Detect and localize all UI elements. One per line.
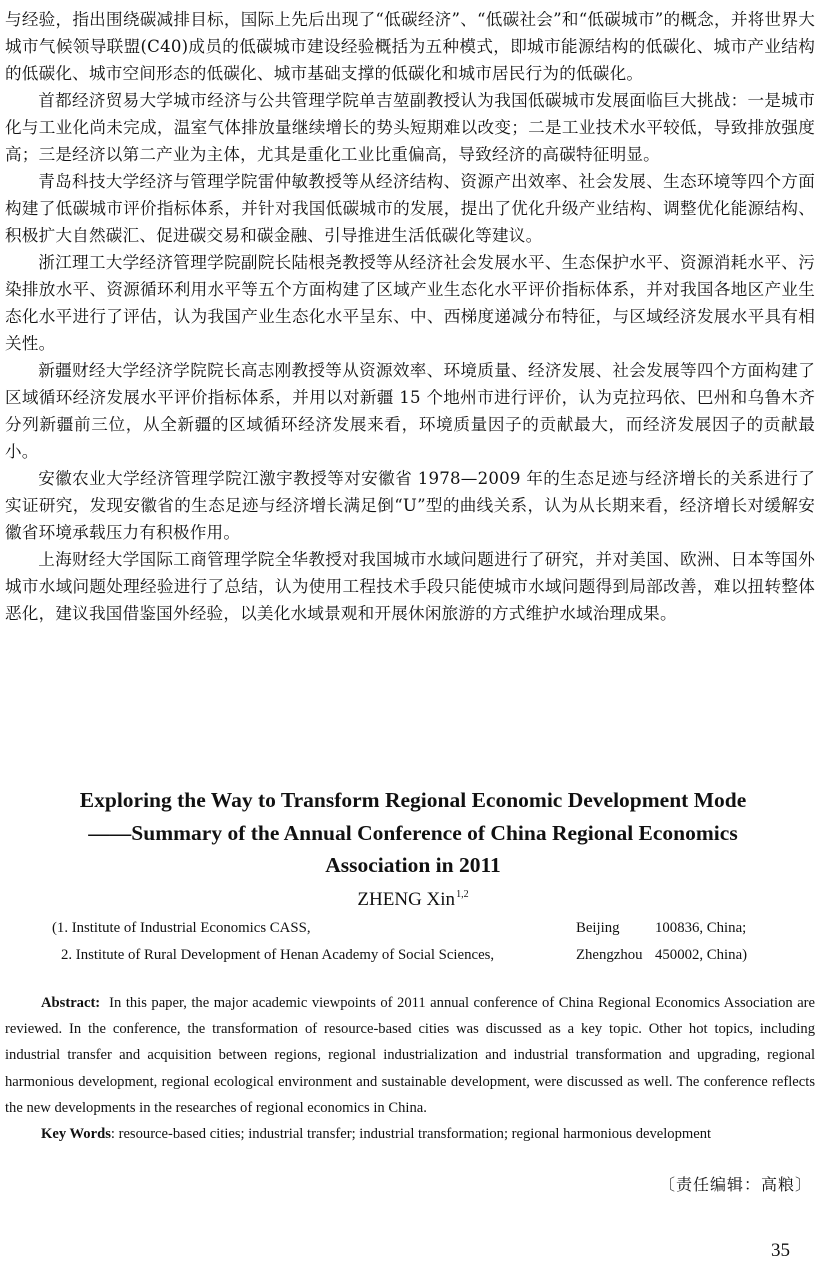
affiliation-line [0, 942, 826, 969]
abstract [5, 990, 815, 1121]
author-affiliation-marks: 1,2 [456, 888, 469, 900]
author-name: ZHENG Xin [357, 888, 456, 910]
keywords [5, 1121, 815, 1147]
paragraph: 新疆财经大学经济学院院长高志刚教授等从资源效率、环境质量、经济发展、社会发展等四个方面构建了区域循环经济发展水平评价指标体系，并用以对新疆 15 个地州市进行评价，认为克拉玛依、巴州和乌鲁木齐分列新疆前三位，从全新疆的区域循环经济发展来看，环境质量因子的贡献最大，而经济发展因子的贡献最小。 [5, 361, 815, 461]
paragraph: 安徽农业大学经济管理学院江激宇教授等对安徽省 1978—2009 年的生态足迹与经济增长的关系进行了实证研究，发现安徽省的生态足迹与经济增长满足倒“U”型的曲线关系，认为从长期来看，经济增长对缓解安徽省环境承载压力有积极作用。 [5, 469, 815, 542]
keywords-label: Key Words [41, 1126, 111, 1143]
keywords-text: : resource-based cities; industrial transfer; industrial transformation; regional harmonious development [110, 1126, 712, 1143]
paragraph: 浙江理工大学经济管理学院副院长陆根尧教授等从经济社会发展水平、生态保护水平、资源消耗水平、污染排放水平、资源循环利用水平等五个方面构建了区域产业生态化水平评价指标体系，并对我国各地区产业生态化水平进行了评估，认为我国产业生态化水平呈东、中、西梯度递减分布特征，与区域经济发展水平具有相关性。 [5, 253, 815, 353]
paragraph: 与经验，指出围绕碳减排目标，国际上先后出现了“低碳经济”、“低碳社会”和“低碳城市”的概念，并将世界大城市气候领导联盟(C40)成员的低碳城市建设经验概括为五种模式，即城市能源结构的低碳化、城市产业结构的低碳化、城市空间形态的低碳化、城市基础支撑的低碳化和城市居民行为的低碳化。 [5, 10, 815, 83]
abstract-text: In this paper, the major academic viewpoints of 2011 annual conference of China Regional Economics Association are reviewed. In the conference, the transformation of resource-based cities was discussed as a key topic. Other hot topics, including industrial transfer and acquisition between regions, regional industrialization and industrial transformation and upgrading, regional harmonious development, regional ecological environment and sustainable development, were discussed as well. The conference reflects the new developments in the researches of regional economics in China. [5, 995, 816, 1116]
chinese-body-text [5, 6, 815, 627]
paragraph: 青岛科技大学经济与管理学院雷仲敏教授等从经济结构、资源产出效率、社会发展、生态环境等四个方面构建了低碳城市评价指标体系，并针对我国低碳城市的发展，提出了优化升级产业结构、调整优化能源结构、积极扩大自然碳汇、促进碳交易和碳金融、引导推进生活低碳化等建议。 [5, 172, 815, 245]
affiliation-city: Beijing [576, 919, 620, 936]
affiliation-institution: (1. Institute of Industrial Economics CASS, [52, 919, 311, 936]
abstract-label: Abstract: [41, 995, 101, 1011]
english-title-line: Association in 2011 [325, 853, 501, 877]
paragraph: 首都经济贸易大学城市经济与公共管理学院单吉堃副教授认为我国低碳城市发展面临巨大挑战：一是城市化与工业化尚未完成，温室气体排放量继续增长的势头短期难以改变；二是工业技术水平较低，导致排放强度高；三是经济以第二产业为主体，尤其是重化工业比重偏高，导致经济的高碳特征明显。 [5, 91, 815, 164]
abstract-block [5, 990, 815, 1147]
english-title-line: Exploring the Way to Transform Regional Economic Development Mode [79, 788, 747, 812]
paragraph: 上海财经大学国际工商管理学院全华教授对我国城市水域问题进行了研究，并对美国、欧洲、日本等国外城市水域问题处理经验进行了总结，认为使用工程技术手段只能使城市水域问题得到局部改善，难以扭转整体恶化，建议我国借鉴国外经验，以美化水域景观和开展休闲旅游的方式维护水域治理成果。 [5, 550, 815, 623]
english-title-line: ——Summary of the Annual Conference of China Regional Economics [88, 820, 738, 845]
author [0, 882, 826, 913]
affiliation-postcode: 100836, China; [655, 919, 747, 936]
affiliation-line [0, 915, 826, 942]
editor-note: 〔责任编辑：高粮〕 [658, 1175, 812, 1194]
english-title-block [0, 784, 826, 969]
affiliation-city: Zhengzhou [576, 946, 643, 963]
affiliation-postcode: 450002, China) [655, 946, 748, 963]
page-number: 35 [771, 1240, 790, 1261]
affiliation-institution: 2. Institute of Rural Development of Henan Academy of Social Sciences, [61, 946, 495, 963]
